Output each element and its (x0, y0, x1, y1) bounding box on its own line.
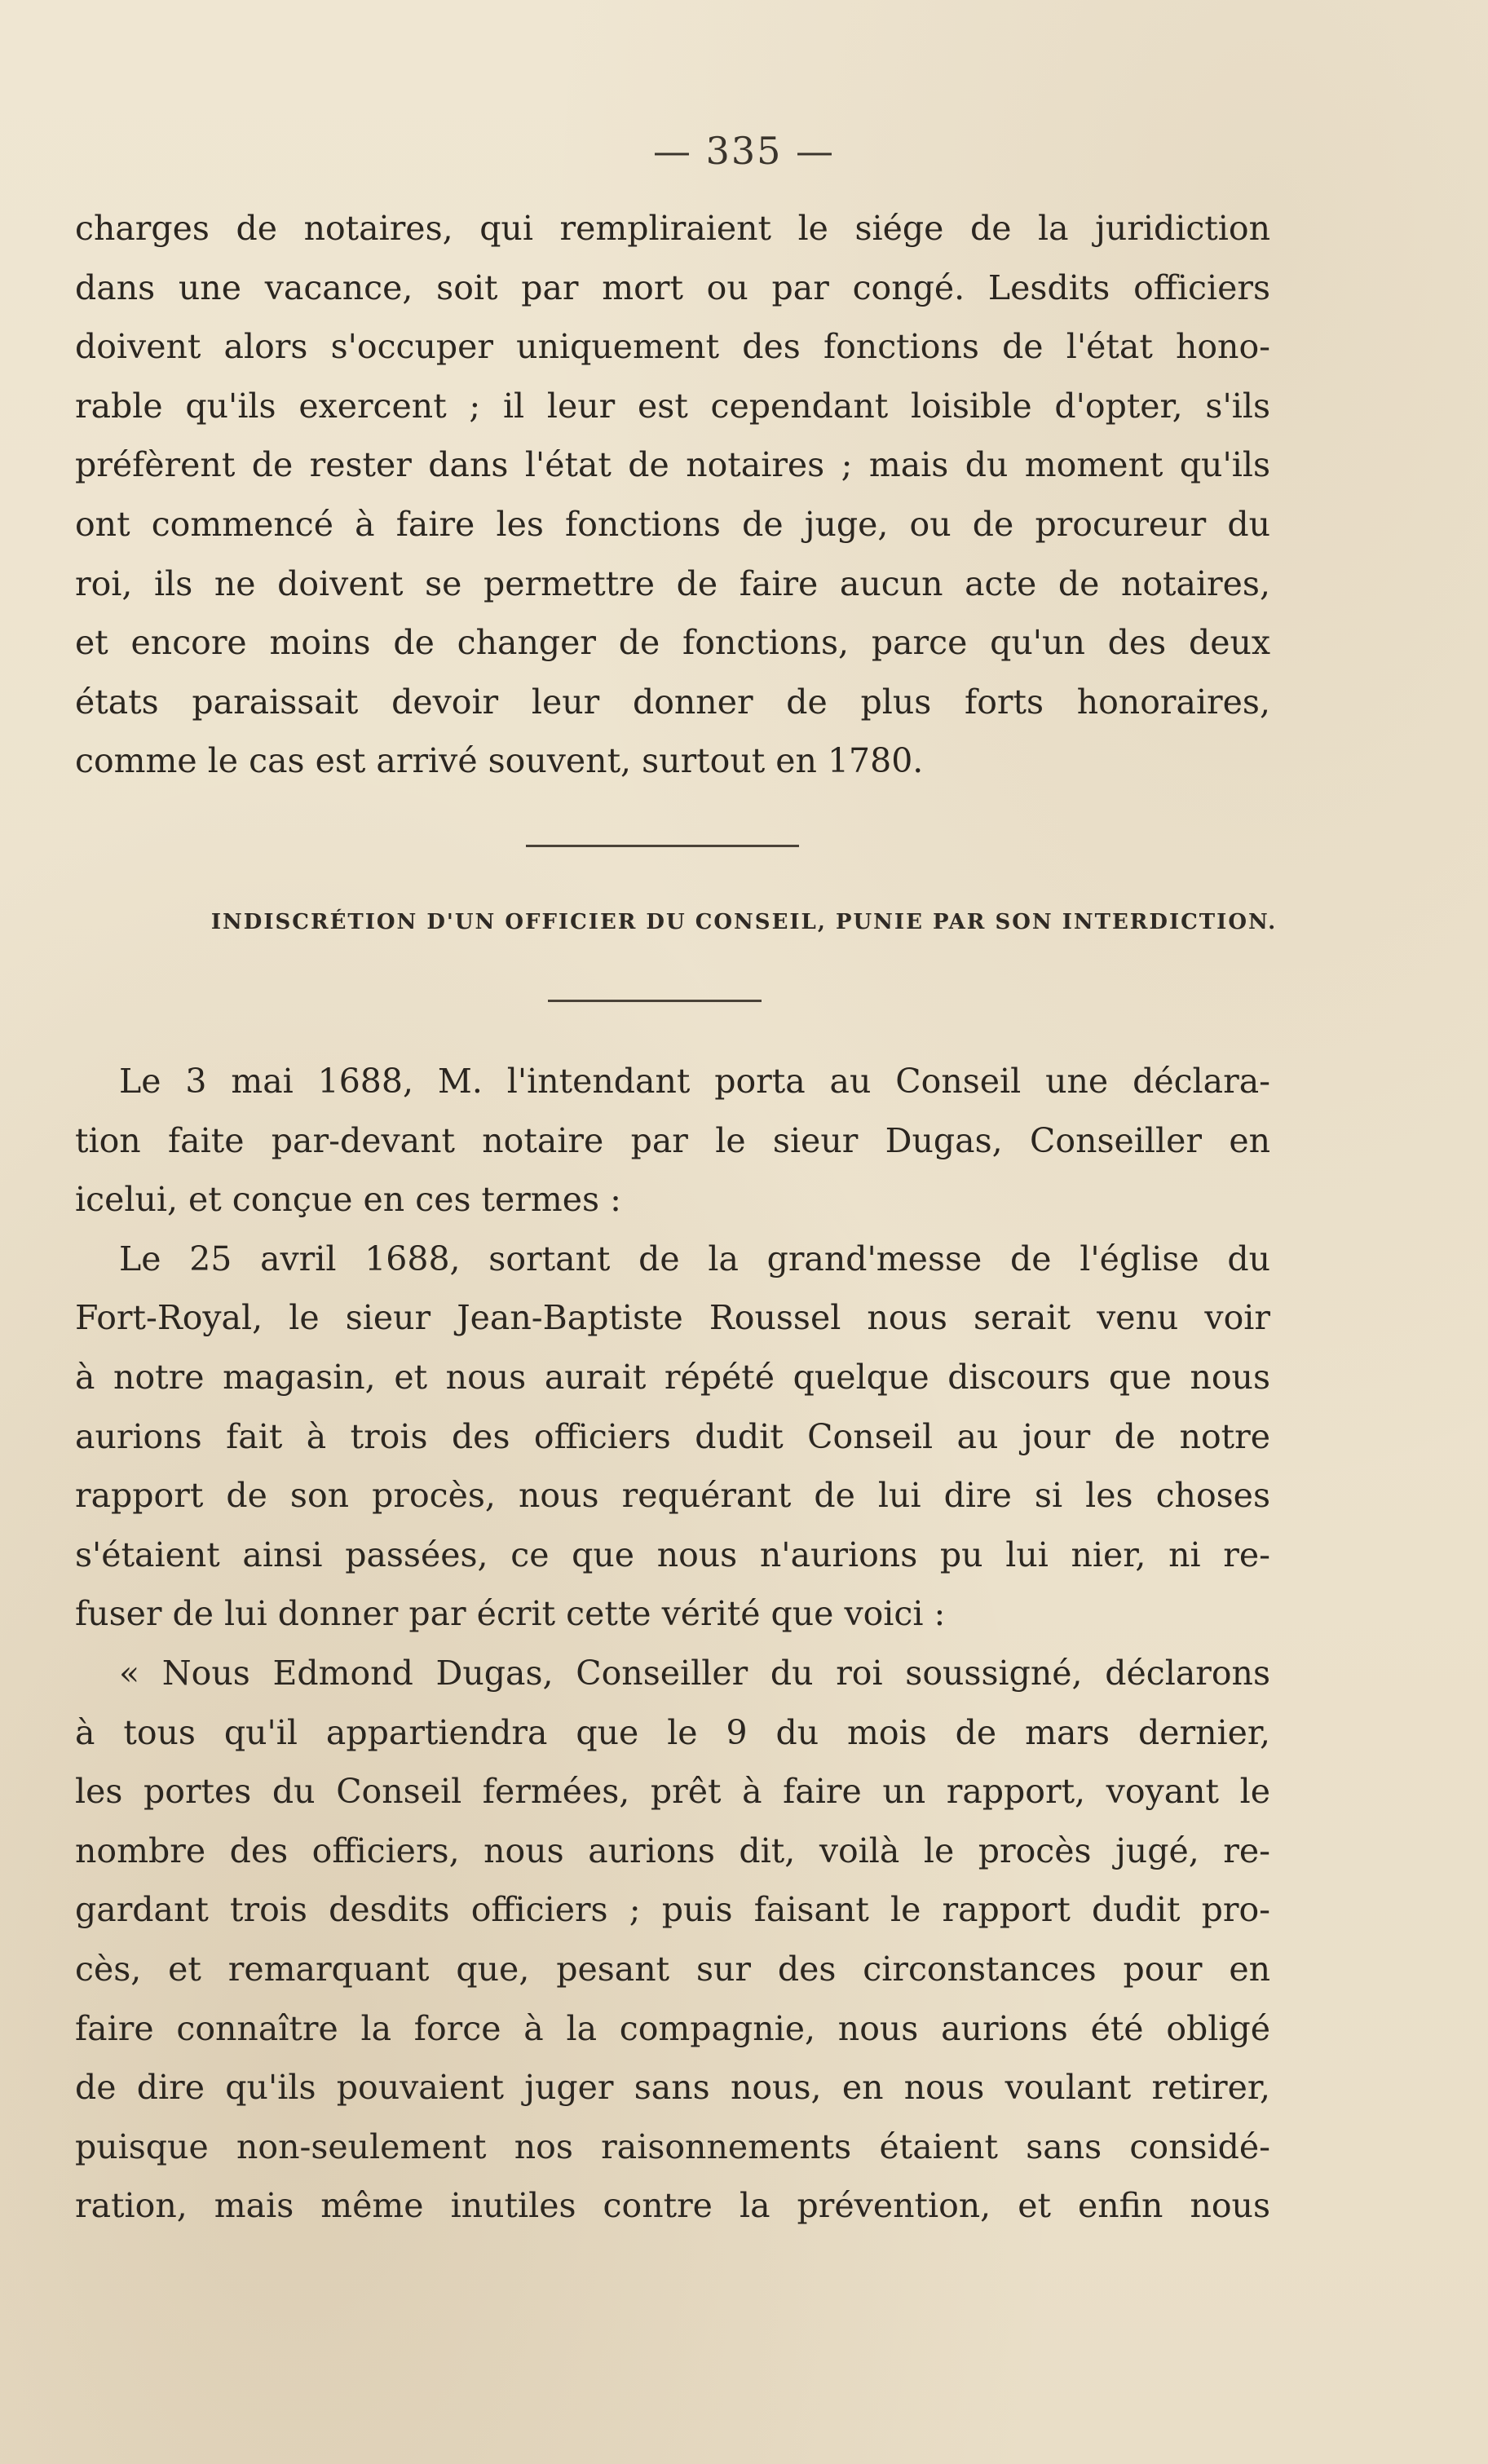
text-line: aurions fait à trois des officiers dudit Conseil au jour de notre (75, 1416, 1270, 1456)
section-heading: INDISCRÉTION D'UN OFFICIER DU CONSEIL, PUNIE PAR SON INTERDICTION. (210, 910, 1278, 934)
text-line: Le 25 avril 1688, sortant de la grand'messe de l'église du (119, 1239, 1270, 1278)
text-line: doivent alors s'occuper uniquement des fonctions de l'état hono- (75, 327, 1270, 367)
text-line: ration, mais même inutiles contre la prévention, et enfin nous (75, 2186, 1270, 2226)
text-line: rapport de son procès, nous requérant de lui dire si les choses (75, 1476, 1270, 1516)
divider-rule-bottom (548, 1000, 762, 1002)
text-line: états paraissait devoir leur donner de plus forts honoraires, (75, 682, 1270, 722)
text-line: comme le cas est arrivé souvent, surtout en 1780. (75, 741, 924, 781)
text-line: puisque non-seulement nos raisonnements étaient sans considé- (75, 2126, 1270, 2166)
text-line: ont commencé à faire les fonctions de juge, ou de procureur du (75, 504, 1270, 544)
text-line: Fort-Royal, le sieur Jean-Baptiste Roussel nous serait venu voir (75, 1298, 1270, 1338)
text-line: de dire qu'ils pouvaient juger sans nous, en nous voulant retirer, (75, 2068, 1270, 2108)
text-line: charges de notaires, qui rempliraient le siége de la juridiction (75, 209, 1270, 248)
text-line: préfèrent de rester dans l'état de notaires ; mais du moment qu'ils (75, 445, 1270, 485)
text-line: les portes du Conseil fermées, prêt à faire un rapport, voyant le (75, 1772, 1270, 1812)
text-line: cès, et remarquant que, pesant sur des circonstances pour en (75, 1949, 1270, 1989)
text-line: et encore moins de changer de fonctions, parce qu'un des deux (75, 623, 1270, 663)
text-line: faire connaître la force à la compagnie, nous aurions été obligé (75, 2008, 1270, 2048)
text-line: « Nous Edmond Dugas, Conseiller du roi soussigné, déclarons (119, 1653, 1270, 1693)
text-line: nombre des officiers, nous aurions dit, voilà le procès jugé, re- (75, 1830, 1270, 1870)
text-line: icelui, et conçue en ces termes : (75, 1180, 621, 1220)
text-line: rable qu'ils exercent ; il leur est cependant loisible d'opter, s'ils (75, 386, 1270, 426)
main-text-block (75, 1052, 1270, 2236)
text-line: dans une vacance, soit par mort ou par congé. Lesdits officiers (75, 267, 1270, 307)
divider-rule-top (526, 845, 799, 847)
page-number: — 335 — (652, 129, 836, 173)
text-line: s'étaient ainsi passées, ce que nous n'aurions pu lui nier, ni re- (75, 1534, 1270, 1574)
text-line: tion faite par-devant notaire par le sieur Dugas, Conseiller en (75, 1120, 1270, 1160)
text-line: à tous qu'il appartiendra que le 9 du mois de mars dernier, (75, 1712, 1270, 1752)
text-line: Le 3 mai 1688, M. l'intendant porta au Conseil une déclara- (119, 1062, 1270, 1101)
text-line: à notre magasin, et nous aurait répété quelque discours que nous (75, 1357, 1270, 1397)
opening-text-block (75, 199, 1270, 791)
text-line: gardant trois desdits officiers ; puis faisant le rapport dudit pro- (75, 1890, 1270, 1930)
text-line: roi, ils ne doivent se permettre de faire aucun acte de notaires, (75, 563, 1270, 603)
text-line: fuser de lui donner par écrit cette vérité que voici : (75, 1594, 946, 1634)
